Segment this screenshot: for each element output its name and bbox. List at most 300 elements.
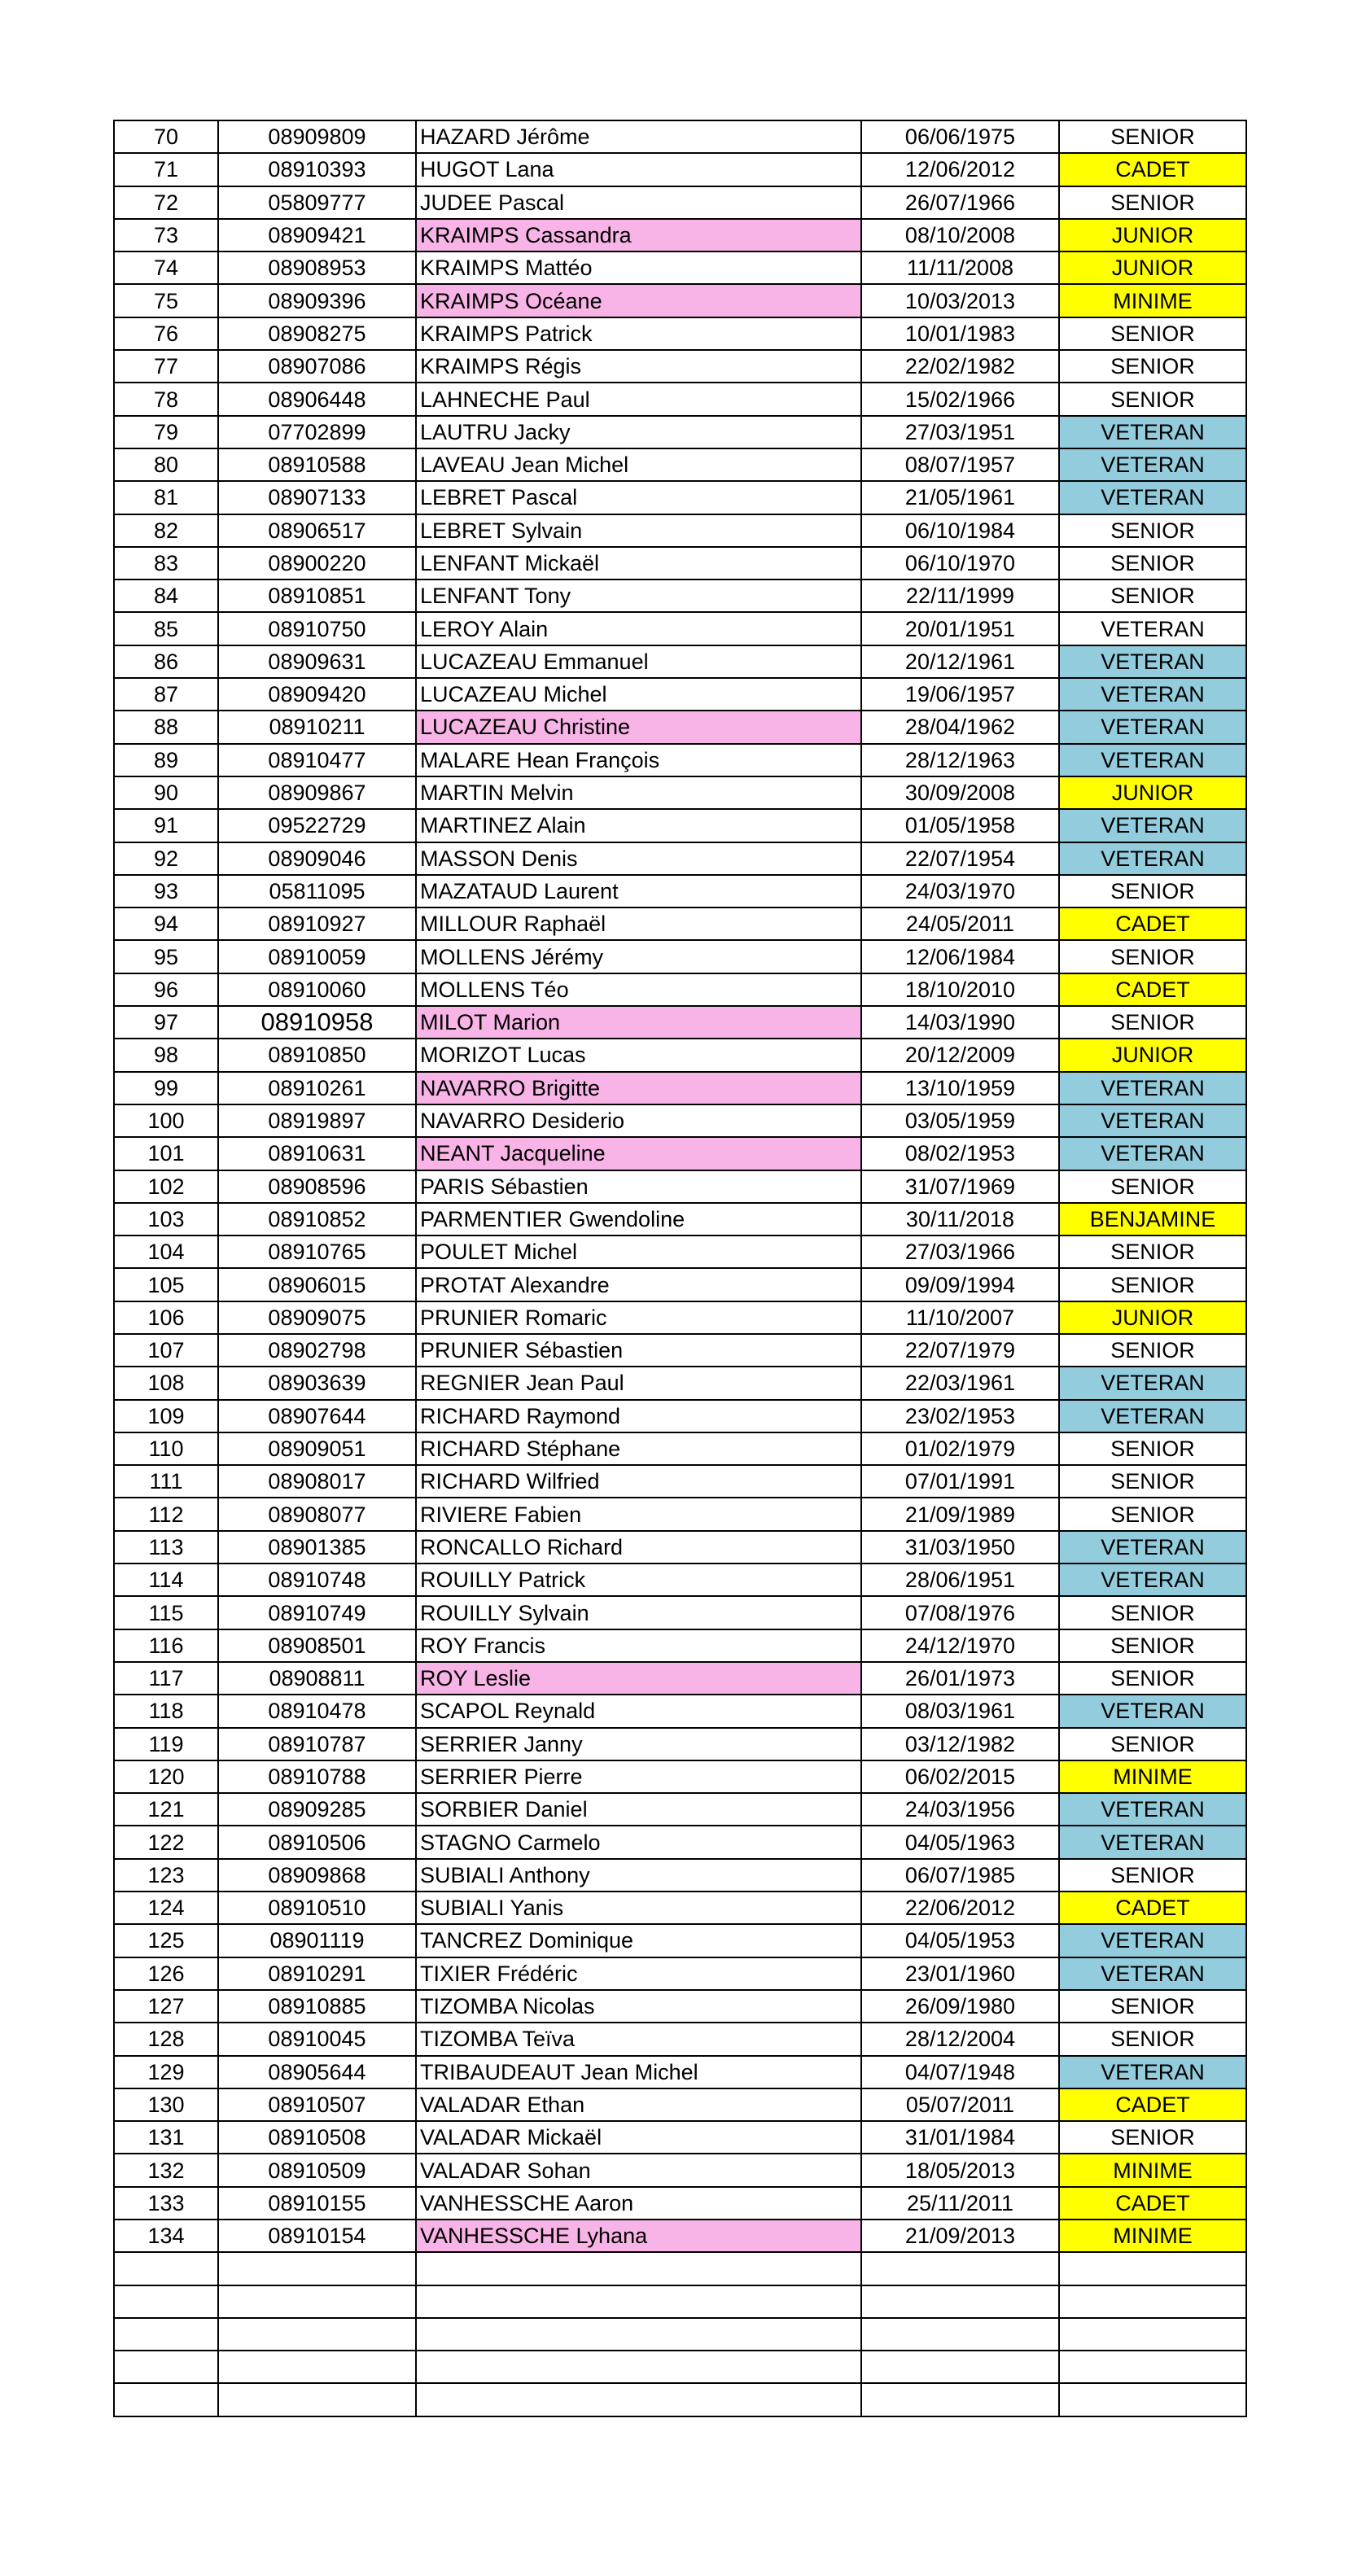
- category-cell: VETERAN: [1059, 1400, 1246, 1432]
- member-name-cell: JUDEE Pascal: [416, 186, 861, 219]
- table-row: [114, 1301, 1246, 1334]
- category-cell: VETERAN: [1059, 1531, 1246, 1564]
- birth-date-cell: 27/03/1951: [861, 416, 1059, 448]
- license-number-cell: 08910155: [218, 2187, 416, 2220]
- member-number-cell: 91: [114, 809, 218, 842]
- license-number-cell: 08910787: [218, 1728, 416, 1760]
- member-name-cell: ROUILLY Patrick: [416, 1564, 861, 1596]
- member-number-cell: 119: [114, 1728, 218, 1760]
- birth-date-cell: 03/12/1982: [861, 1728, 1059, 1760]
- member-number-cell: 122: [114, 1826, 218, 1858]
- license-number-cell: 08910588: [218, 448, 416, 481]
- category-cell: BENJAMINE: [1059, 1203, 1246, 1236]
- license-number-cell: 08910750: [218, 612, 416, 645]
- member-name-cell: SUBIALI Anthony: [416, 1859, 861, 1892]
- member-number-cell: 126: [114, 1957, 218, 1990]
- license-number-cell: 08910958: [218, 1006, 416, 1039]
- birth-date-cell: 31/07/1969: [861, 1170, 1059, 1203]
- category-cell: VETERAN: [1059, 481, 1246, 514]
- member-number-cell: 88: [114, 711, 218, 743]
- birth-date-cell: 01/02/1979: [861, 1432, 1059, 1465]
- member-name-cell: SERRIER Janny: [416, 1728, 861, 1760]
- birth-date-cell: 12/06/1984: [861, 940, 1059, 973]
- table-row: [114, 383, 1246, 415]
- member-number-cell: 81: [114, 481, 218, 514]
- category-cell: VETERAN: [1059, 678, 1246, 711]
- license-number-cell: 08907644: [218, 1400, 416, 1432]
- empty-table-row: [114, 2383, 1246, 2416]
- license-number-cell: 08902798: [218, 1334, 416, 1367]
- member-number-cell: 109: [114, 1400, 218, 1432]
- member-number-cell: 130: [114, 2088, 218, 2121]
- member-number-cell: 84: [114, 579, 218, 612]
- empty-table-row: [114, 2351, 1246, 2383]
- category-cell: SENIOR: [1059, 2023, 1246, 2055]
- table-row: [114, 2154, 1246, 2186]
- member-number-cell: 106: [114, 1301, 218, 1334]
- member-number-cell: 99: [114, 1072, 218, 1104]
- member-number-cell: 112: [114, 1498, 218, 1530]
- category-cell: MINIME: [1059, 2154, 1246, 2186]
- member-name-cell: TRIBAUDEAUT Jean Michel: [416, 2056, 861, 2088]
- category-cell: VETERAN: [1059, 645, 1246, 678]
- license-number-cell: 08910261: [218, 1072, 416, 1104]
- table-row: [114, 416, 1246, 448]
- empty-cell: [416, 2285, 861, 2318]
- license-number-cell: 08910631: [218, 1137, 416, 1170]
- birth-date-cell: 09/09/1994: [861, 1268, 1059, 1301]
- empty-cell: [1059, 2351, 1246, 2383]
- birth-date-cell: 20/12/2009: [861, 1039, 1059, 1071]
- category-cell: VETERAN: [1059, 612, 1246, 645]
- birth-date-cell: 11/11/2008: [861, 251, 1059, 284]
- table-row: [114, 153, 1246, 186]
- birth-date-cell: 31/03/1950: [861, 1531, 1059, 1564]
- member-name-cell: MILOT Marion: [416, 1006, 861, 1039]
- license-number-cell: 08908017: [218, 1465, 416, 1498]
- category-cell: SENIOR: [1059, 317, 1246, 350]
- birth-date-cell: 11/10/2007: [861, 1301, 1059, 1334]
- member-name-cell: MILLOUR Raphaël: [416, 908, 861, 940]
- license-number-cell: 08910885: [218, 1990, 416, 2023]
- category-cell: VETERAN: [1059, 1826, 1246, 1858]
- member-name-cell: PRUNIER Romaric: [416, 1301, 861, 1334]
- license-number-cell: 08908953: [218, 251, 416, 284]
- member-name-cell: RICHARD Raymond: [416, 1400, 861, 1432]
- member-name-cell: MORIZOT Lucas: [416, 1039, 861, 1071]
- member-name-cell: LUCAZEAU Emmanuel: [416, 645, 861, 678]
- license-number-cell: 08909809: [218, 120, 416, 153]
- category-cell: MINIME: [1059, 1760, 1246, 1793]
- birth-date-cell: 24/03/1956: [861, 1793, 1059, 1826]
- birth-date-cell: 10/01/1983: [861, 317, 1059, 350]
- table-row: [114, 1465, 1246, 1498]
- category-cell: CADET: [1059, 2088, 1246, 2121]
- category-cell: MINIME: [1059, 284, 1246, 317]
- birth-date-cell: 21/09/2013: [861, 2220, 1059, 2252]
- table-row: [114, 1629, 1246, 1662]
- license-number-cell: 05811095: [218, 875, 416, 908]
- member-number-cell: 117: [114, 1662, 218, 1695]
- table-row: [114, 1236, 1246, 1268]
- member-name-cell: LEROY Alain: [416, 612, 861, 645]
- table-row: [114, 612, 1246, 645]
- birth-date-cell: 20/12/1961: [861, 645, 1059, 678]
- birth-date-cell: 06/02/2015: [861, 1760, 1059, 1793]
- license-number-cell: 08908275: [218, 317, 416, 350]
- category-cell: SENIOR: [1059, 1170, 1246, 1203]
- empty-cell: [1059, 2318, 1246, 2351]
- table-row: [114, 2220, 1246, 2252]
- member-name-cell: RIVIERE Fabien: [416, 1498, 861, 1530]
- birth-date-cell: 27/03/1966: [861, 1236, 1059, 1268]
- license-number-cell: 08919897: [218, 1104, 416, 1137]
- member-number-cell: 71: [114, 153, 218, 186]
- member-name-cell: NEANT Jacqueline: [416, 1137, 861, 1170]
- category-cell: SENIOR: [1059, 1236, 1246, 1268]
- member-number-cell: 133: [114, 2187, 218, 2220]
- category-cell: SENIOR: [1059, 186, 1246, 219]
- member-name-cell: HUGOT Lana: [416, 153, 861, 186]
- table-row: [114, 1367, 1246, 1399]
- member-name-cell: VANHESSCHE Lyhana: [416, 2220, 861, 2252]
- member-name-cell: MARTINEZ Alain: [416, 809, 861, 842]
- license-number-cell: 08910506: [218, 1826, 416, 1858]
- table-row: [114, 1760, 1246, 1793]
- member-number-cell: 82: [114, 514, 218, 547]
- category-cell: VETERAN: [1059, 1367, 1246, 1399]
- birth-date-cell: 26/09/1980: [861, 1990, 1059, 2023]
- birth-date-cell: 08/10/2008: [861, 219, 1059, 251]
- birth-date-cell: 19/06/1957: [861, 678, 1059, 711]
- empty-cell: [114, 2351, 218, 2383]
- table-row: [114, 1990, 1246, 2023]
- birth-date-cell: 28/06/1951: [861, 1564, 1059, 1596]
- birth-date-cell: 22/07/1954: [861, 842, 1059, 875]
- license-number-cell: 08910478: [218, 1695, 416, 1727]
- category-cell: CADET: [1059, 973, 1246, 1006]
- birth-date-cell: 22/02/1982: [861, 350, 1059, 383]
- member-number-cell: 124: [114, 1892, 218, 1924]
- category-cell: SENIOR: [1059, 1728, 1246, 1760]
- member-name-cell: RONCALLO Richard: [416, 1531, 861, 1564]
- table-row: [114, 1728, 1246, 1760]
- table-row: [114, 2121, 1246, 2154]
- member-name-cell: PARIS Sébastien: [416, 1170, 861, 1203]
- member-name-cell: TIXIER Frédéric: [416, 1957, 861, 1990]
- member-number-cell: 76: [114, 317, 218, 350]
- category-cell: VETERAN: [1059, 416, 1246, 448]
- birth-date-cell: 08/03/1961: [861, 1695, 1059, 1727]
- empty-cell: [218, 2252, 416, 2285]
- member-number-cell: 123: [114, 1859, 218, 1892]
- table-row: [114, 1695, 1246, 1727]
- member-number-cell: 85: [114, 612, 218, 645]
- table-row: [114, 842, 1246, 875]
- table-row: [114, 1859, 1246, 1892]
- birth-date-cell: 18/05/2013: [861, 2154, 1059, 2186]
- member-number-cell: 103: [114, 1203, 218, 1236]
- license-number-cell: 08909051: [218, 1432, 416, 1465]
- table-row: [114, 514, 1246, 547]
- empty-cell: [114, 2383, 218, 2416]
- table-row: [114, 350, 1246, 383]
- category-cell: SENIOR: [1059, 350, 1246, 383]
- table-row: [114, 448, 1246, 481]
- member-number-cell: 110: [114, 1432, 218, 1465]
- table-row: [114, 481, 1246, 514]
- member-name-cell: TIZOMBA Teïva: [416, 2023, 861, 2055]
- birth-date-cell: 31/01/1984: [861, 2121, 1059, 2154]
- birth-date-cell: 21/05/1961: [861, 481, 1059, 514]
- table-row: [114, 1957, 1246, 1990]
- member-number-cell: 75: [114, 284, 218, 317]
- license-number-cell: 08907133: [218, 481, 416, 514]
- birth-date-cell: 26/01/1973: [861, 1662, 1059, 1695]
- birth-date-cell: 15/02/1966: [861, 383, 1059, 415]
- table-row: [114, 973, 1246, 1006]
- license-number-cell: 08906517: [218, 514, 416, 547]
- category-cell: SENIOR: [1059, 940, 1246, 973]
- member-name-cell: POULET Michel: [416, 1236, 861, 1268]
- member-name-cell: LUCAZEAU Christine: [416, 711, 861, 743]
- birth-date-cell: 23/01/1960: [861, 1957, 1059, 1990]
- table-row: [114, 645, 1246, 678]
- member-number-cell: 92: [114, 842, 218, 875]
- table-row: [114, 1334, 1246, 1367]
- category-cell: MINIME: [1059, 2220, 1246, 2252]
- member-name-cell: LEBRET Sylvain: [416, 514, 861, 547]
- license-number-cell: 08910748: [218, 1564, 416, 1596]
- member-number-cell: 102: [114, 1170, 218, 1203]
- category-cell: SENIOR: [1059, 1662, 1246, 1695]
- birth-date-cell: 22/07/1979: [861, 1334, 1059, 1367]
- birth-date-cell: 12/06/2012: [861, 153, 1059, 186]
- category-cell: SENIOR: [1059, 1006, 1246, 1039]
- empty-table-row: [114, 2252, 1246, 2285]
- member-number-cell: 72: [114, 186, 218, 219]
- license-number-cell: 08908596: [218, 1170, 416, 1203]
- category-cell: SENIOR: [1059, 1334, 1246, 1367]
- member-number-cell: 107: [114, 1334, 218, 1367]
- table-row: [114, 1170, 1246, 1203]
- license-number-cell: 08908811: [218, 1662, 416, 1695]
- license-number-cell: 08901119: [218, 1924, 416, 1957]
- table-row: [114, 776, 1246, 809]
- member-name-cell: PARMENTIER Gwendoline: [416, 1203, 861, 1236]
- license-number-cell: 05809777: [218, 186, 416, 219]
- category-cell: JUNIOR: [1059, 776, 1246, 809]
- category-cell: VETERAN: [1059, 1564, 1246, 1596]
- birth-date-cell: 22/11/1999: [861, 579, 1059, 612]
- table-row: [114, 547, 1246, 579]
- table-row: [114, 809, 1246, 842]
- birth-date-cell: 28/12/1963: [861, 744, 1059, 776]
- member-number-cell: 101: [114, 1137, 218, 1170]
- table-row: [114, 1006, 1246, 1039]
- license-number-cell: 08910851: [218, 579, 416, 612]
- table-row: [114, 2023, 1246, 2055]
- birth-date-cell: 30/09/2008: [861, 776, 1059, 809]
- member-number-cell: 90: [114, 776, 218, 809]
- license-number-cell: 08910059: [218, 940, 416, 973]
- category-cell: SENIOR: [1059, 1859, 1246, 1892]
- birth-date-cell: 30/11/2018: [861, 1203, 1059, 1236]
- member-name-cell: VALADAR Sohan: [416, 2154, 861, 2186]
- birth-date-cell: 28/12/2004: [861, 2023, 1059, 2055]
- category-cell: JUNIOR: [1059, 219, 1246, 251]
- member-name-cell: MAZATAUD Laurent: [416, 875, 861, 908]
- table-row: [114, 1104, 1246, 1137]
- license-number-cell: 08909285: [218, 1793, 416, 1826]
- birth-date-cell: 07/08/1976: [861, 1596, 1059, 1629]
- table-row: [114, 1892, 1246, 1924]
- license-number-cell: 08903639: [218, 1367, 416, 1399]
- category-cell: VETERAN: [1059, 809, 1246, 842]
- category-cell: CADET: [1059, 908, 1246, 940]
- empty-cell: [861, 2285, 1059, 2318]
- member-name-cell: LENFANT Mickaël: [416, 547, 861, 579]
- member-number-cell: 78: [114, 383, 218, 415]
- empty-cell: [1059, 2285, 1246, 2318]
- member-number-cell: 74: [114, 251, 218, 284]
- license-number-cell: 08909631: [218, 645, 416, 678]
- table-row: [114, 186, 1246, 219]
- birth-date-cell: 14/03/1990: [861, 1006, 1059, 1039]
- category-cell: SENIOR: [1059, 1629, 1246, 1662]
- empty-cell: [416, 2351, 861, 2383]
- birth-date-cell: 06/06/1975: [861, 120, 1059, 153]
- license-number-cell: 08910393: [218, 153, 416, 186]
- member-number-cell: 86: [114, 645, 218, 678]
- empty-cell: [218, 2351, 416, 2383]
- member-name-cell: NAVARRO Desiderio: [416, 1104, 861, 1137]
- license-number-cell: 08910211: [218, 711, 416, 743]
- license-number-cell: 08905644: [218, 2056, 416, 2088]
- birth-date-cell: 21/09/1989: [861, 1498, 1059, 1530]
- category-cell: VETERAN: [1059, 1957, 1246, 1990]
- license-number-cell: 09522729: [218, 809, 416, 842]
- license-number-cell: 08910788: [218, 1760, 416, 1793]
- member-name-cell: RICHARD Wilfried: [416, 1465, 861, 1498]
- member-name-cell: KRAIMPS Régis: [416, 350, 861, 383]
- member-name-cell: TANCREZ Dominique: [416, 1924, 861, 1957]
- table-row: [114, 1072, 1246, 1104]
- member-name-cell: ROY Leslie: [416, 1662, 861, 1695]
- birth-date-cell: 26/07/1966: [861, 186, 1059, 219]
- member-number-cell: 97: [114, 1006, 218, 1039]
- member-name-cell: SUBIALI Yanis: [416, 1892, 861, 1924]
- member-number-cell: 80: [114, 448, 218, 481]
- member-name-cell: KRAIMPS Cassandra: [416, 219, 861, 251]
- table-row: [114, 1039, 1246, 1071]
- empty-cell: [861, 2351, 1059, 2383]
- member-name-cell: MOLLENS Téo: [416, 973, 861, 1006]
- member-name-cell: PRUNIER Sébastien: [416, 1334, 861, 1367]
- table-row: [114, 1531, 1246, 1564]
- member-number-cell: 116: [114, 1629, 218, 1662]
- empty-cell: [1059, 2252, 1246, 2285]
- category-cell: SENIOR: [1059, 2121, 1246, 2154]
- birth-date-cell: 07/01/1991: [861, 1465, 1059, 1498]
- birth-date-cell: 20/01/1951: [861, 612, 1059, 645]
- license-number-cell: 07702899: [218, 416, 416, 448]
- table-row: [114, 1268, 1246, 1301]
- empty-cell: [114, 2285, 218, 2318]
- table-row: [114, 1432, 1246, 1465]
- license-number-cell: 08910508: [218, 2121, 416, 2154]
- table-row: [114, 1564, 1246, 1596]
- member-number-cell: 95: [114, 940, 218, 973]
- license-number-cell: 08910850: [218, 1039, 416, 1071]
- member-number-cell: 125: [114, 1924, 218, 1957]
- member-name-cell: ROY Francis: [416, 1629, 861, 1662]
- license-number-cell: 08906448: [218, 383, 416, 415]
- table-row: [114, 678, 1246, 711]
- empty-cell: [218, 2285, 416, 2318]
- member-name-cell: VANHESSCHE Aaron: [416, 2187, 861, 2220]
- category-cell: SENIOR: [1059, 547, 1246, 579]
- member-number-cell: 132: [114, 2154, 218, 2186]
- table-row: [114, 2187, 1246, 2220]
- member-number-cell: 120: [114, 1760, 218, 1793]
- license-number-cell: 08901385: [218, 1531, 416, 1564]
- license-number-cell: 08909421: [218, 219, 416, 251]
- member-name-cell: LAUTRU Jacky: [416, 416, 861, 448]
- license-number-cell: 08910154: [218, 2220, 416, 2252]
- member-number-cell: 131: [114, 2121, 218, 2154]
- license-number-cell: 08910045: [218, 2023, 416, 2055]
- table-row: [114, 2056, 1246, 2088]
- category-cell: VETERAN: [1059, 744, 1246, 776]
- member-name-cell: STAGNO Carmelo: [416, 1826, 861, 1858]
- member-number-cell: 114: [114, 1564, 218, 1596]
- table-row: [114, 1596, 1246, 1629]
- member-number-cell: 87: [114, 678, 218, 711]
- category-cell: SENIOR: [1059, 1498, 1246, 1530]
- members-table-body: [114, 120, 1246, 2416]
- member-name-cell: VALADAR Mickaël: [416, 2121, 861, 2154]
- member-number-cell: 73: [114, 219, 218, 251]
- member-number-cell: 118: [114, 1695, 218, 1727]
- birth-date-cell: 24/12/1970: [861, 1629, 1059, 1662]
- birth-date-cell: 10/03/2013: [861, 284, 1059, 317]
- member-number-cell: 108: [114, 1367, 218, 1399]
- table-row: [114, 317, 1246, 350]
- category-cell: CADET: [1059, 153, 1246, 186]
- member-name-cell: SCAPOL Reynald: [416, 1695, 861, 1727]
- birth-date-cell: 25/11/2011: [861, 2187, 1059, 2220]
- birth-date-cell: 04/05/1953: [861, 1924, 1059, 1957]
- license-number-cell: 08906015: [218, 1268, 416, 1301]
- table-row: [114, 1203, 1246, 1236]
- member-name-cell: MALARE Hean François: [416, 744, 861, 776]
- category-cell: VETERAN: [1059, 1072, 1246, 1104]
- birth-date-cell: 08/02/1953: [861, 1137, 1059, 1170]
- license-number-cell: 08910507: [218, 2088, 416, 2121]
- category-cell: VETERAN: [1059, 1793, 1246, 1826]
- empty-cell: [861, 2318, 1059, 2351]
- empty-cell: [218, 2383, 416, 2416]
- birth-date-cell: 23/02/1953: [861, 1400, 1059, 1432]
- category-cell: VETERAN: [1059, 1924, 1246, 1957]
- member-name-cell: MASSON Denis: [416, 842, 861, 875]
- table-row: [114, 2088, 1246, 2121]
- empty-cell: [1059, 2383, 1246, 2416]
- license-number-cell: 08910765: [218, 1236, 416, 1268]
- member-name-cell: PROTAT Alexandre: [416, 1268, 861, 1301]
- category-cell: SENIOR: [1059, 383, 1246, 415]
